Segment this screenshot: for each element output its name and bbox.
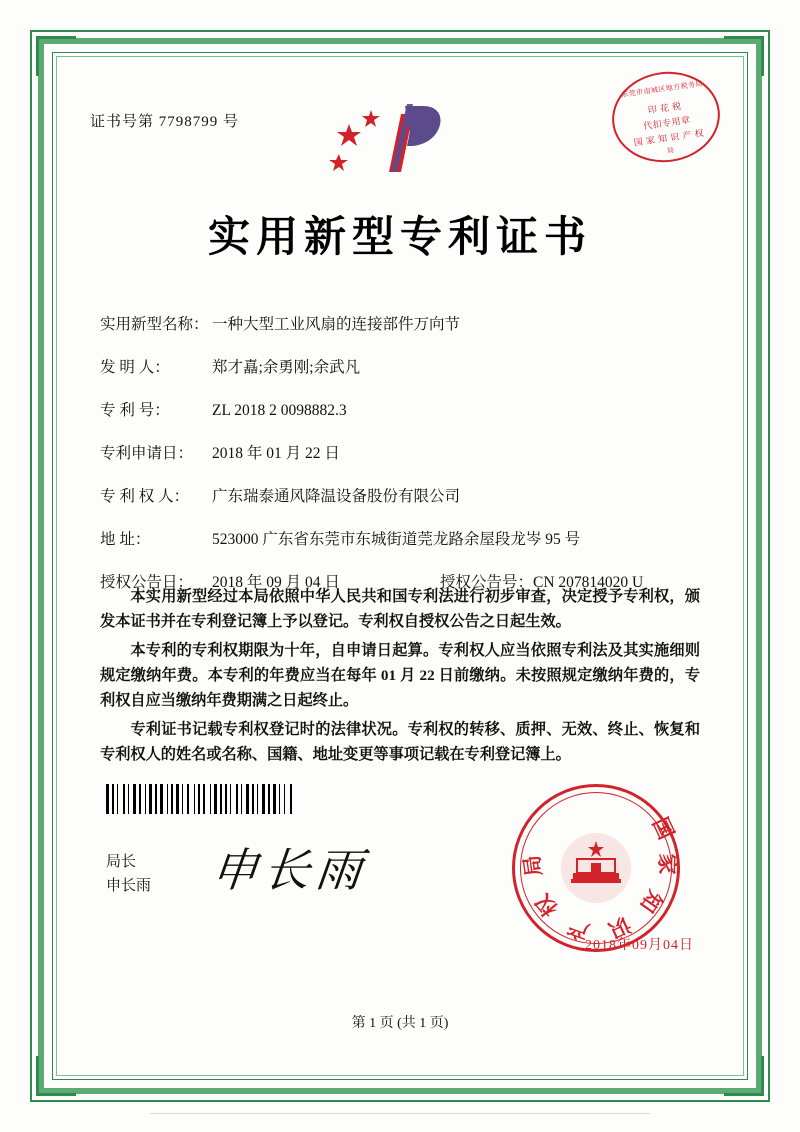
publication-number-label: 授权公告号： xyxy=(440,574,534,591)
signature-name: 申长雨 xyxy=(106,878,152,894)
page-indicator: 第 1 页 (共 1 页) xyxy=(351,1016,449,1031)
seal-char-3: 识 xyxy=(604,911,635,943)
body-text xyxy=(100,584,700,771)
field-address xyxy=(100,527,700,570)
cnipa-logo-icon xyxy=(327,94,457,184)
tax-stamp-line2: 印 花 税 xyxy=(647,100,683,116)
handwritten-signature: 申长雨 xyxy=(208,845,371,896)
tax-stamp-seal xyxy=(606,65,725,169)
signature-block xyxy=(106,850,151,898)
certificate-content xyxy=(72,72,728,1060)
signature-role-label: 局长 xyxy=(106,854,137,870)
field-value: ZL 2018 2 0098882.3 xyxy=(212,402,347,419)
seal-char-0: 国 xyxy=(647,813,679,844)
body-paragraph-2: 本专利的专利权期限为十年，自申请日起算。专利权人应当依照专利法及其实施细则规定缴纳年费。本专利的年费应当在每年 01 月 22 日前缴纳。未按照规定缴纳年费的，专利权自应当缴纳年费期满之日起终止。 xyxy=(100,642,700,709)
publication-date-value: 2018 年 09 月 04 日 xyxy=(212,574,340,591)
certificate-number: 证书号第 7798799 号 xyxy=(90,114,240,130)
corner-ornament-bottom-left xyxy=(36,1056,76,1096)
corner-ornament-top-left xyxy=(36,36,76,76)
field-label: 地 址： xyxy=(100,531,151,548)
seal-char-6: 局 xyxy=(519,853,547,878)
field-patentee xyxy=(100,484,700,527)
body-paragraph-3: 专利证书记载专利权登记时的法律状况。专利权的转移、质押、无效、终止、恢复和专利权人的姓名或名称、国籍、地址变更等事项记载在专利登记簿上。 xyxy=(100,721,700,763)
tax-stamp-line5: 局 xyxy=(666,146,676,156)
tax-stamp-line1: 东莞市南城区地方税务局 xyxy=(620,79,704,99)
seal-char-2: 知 xyxy=(635,885,668,917)
field-label: 专利申请日： xyxy=(100,445,194,462)
publication-date-label: 授权公告日： xyxy=(100,574,194,591)
field-value: 广东瑞泰通风降温设备股份有限公司 xyxy=(212,488,461,505)
field-label: 专 利 权 人： xyxy=(100,488,190,505)
field-value: 523000 广东省东莞市东城街道莞龙路余屋段龙岑 95 号 xyxy=(212,531,581,548)
field-label: 发 明 人： xyxy=(100,359,170,376)
seal-date: 2018年09月04日 xyxy=(585,938,694,953)
official-round-seal xyxy=(512,784,680,952)
field-list xyxy=(100,312,700,610)
barcode xyxy=(106,784,328,814)
field-label: 实用新型名称： xyxy=(100,316,209,333)
field-label: 专 利 号： xyxy=(100,402,170,419)
field-value: 2018 年 01 月 22 日 xyxy=(212,445,340,462)
field-value: 一种大型工业风扇的连接部件万向节 xyxy=(212,316,461,333)
field-utility-model-name xyxy=(100,312,700,355)
body-paragraph-1: 本实用新型经过本局依照中华人民共和国专利法进行初步审查，决定授予专利权，颁发本证书并在专利登记簿上予以登记。专利权自授权公告之日起生效。 xyxy=(100,588,700,630)
national-emblem-icon xyxy=(561,833,631,903)
field-application-date xyxy=(100,441,700,484)
field-value: 郑才嚞;余勇刚;余武凡 xyxy=(212,359,361,376)
corner-ornament-bottom-right xyxy=(724,1056,764,1096)
corner-ornament-top-right xyxy=(724,36,764,76)
tax-stamp-line3: 代扣专用章 xyxy=(642,114,692,132)
field-inventor xyxy=(100,355,700,398)
seal-char-1: 家 xyxy=(654,853,680,875)
field-patent-number xyxy=(100,398,700,441)
seal-char-4: 产 xyxy=(564,914,593,944)
tax-stamp-line4: 国 家 知 识 产 权 xyxy=(633,127,705,148)
page-title: 实用新型专利证书 xyxy=(207,215,592,261)
bottom-divider xyxy=(150,1113,650,1114)
seal-char-5: 权 xyxy=(530,889,563,922)
publication-number-value: CN 207814020 U xyxy=(533,574,644,591)
